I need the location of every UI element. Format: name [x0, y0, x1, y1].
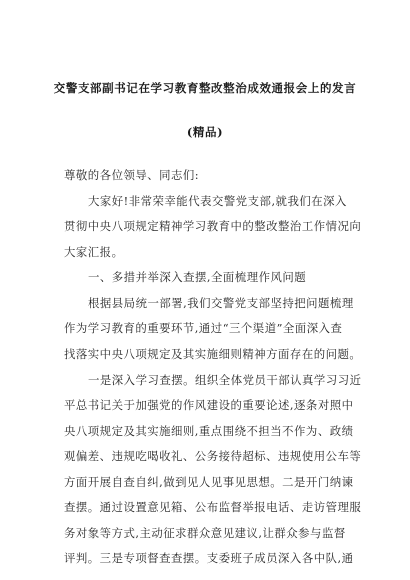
paragraph-line: 央八项规定及其实施细则,重点围绕不担当不作为、政绩	[64, 424, 354, 438]
paragraph-line: 评判。三是专项督查查摆。支委班子成员深入各中队,通	[64, 551, 354, 565]
paragraph-line: 查摆。通过设置意见箱、公布监督举报电话、走访管理服	[64, 500, 362, 514]
paragraph-line: 平总书记关于加强党的作风建设的重要论述,逐条对照中	[64, 398, 354, 412]
document-title: 交警支部副书记在学习教育整改整治成效通报会上的发言	[53, 81, 357, 95]
paragraph-line: 大家好!非常荣幸能代表交警党支部,就我们在深入	[88, 194, 347, 208]
paragraph-line: 观偏差、违规吃喝收礼、公务接待超标、违规使用公车等	[64, 449, 362, 463]
document-subtitle: (精品)	[186, 125, 224, 139]
paragraph-line: 找落实中央八项规定及其实施细则精神方面存在的问题。	[64, 347, 362, 361]
paragraph-line: 作为学习教育的重要环节,通过“三个渠道”全面深入查	[64, 321, 343, 335]
paragraph-line: 大家汇报。	[64, 245, 124, 259]
paragraph-line: 方面开展自查自纠,做到见人见事见思想。二是开门纳谏	[64, 475, 354, 489]
salutation-line: 尊敬的各位领导、同志们:	[64, 168, 200, 182]
paragraph-line: 一是深入学习查摆。组织全体党员干部认真学习习近	[88, 373, 362, 387]
paragraph-line: 贯彻中央八项规定精神学习教育中的整改整治工作情况向	[64, 219, 362, 233]
paragraph-line: 根据县局统一部署,我们交警党支部坚持把问题梳理	[88, 296, 354, 310]
paragraph-line: 务对象等方式,主动征求群众意见建议,让群众参与监督	[64, 526, 346, 540]
section-heading: 一、多措并举深入查摆,全面梳理作风问题	[88, 270, 307, 284]
